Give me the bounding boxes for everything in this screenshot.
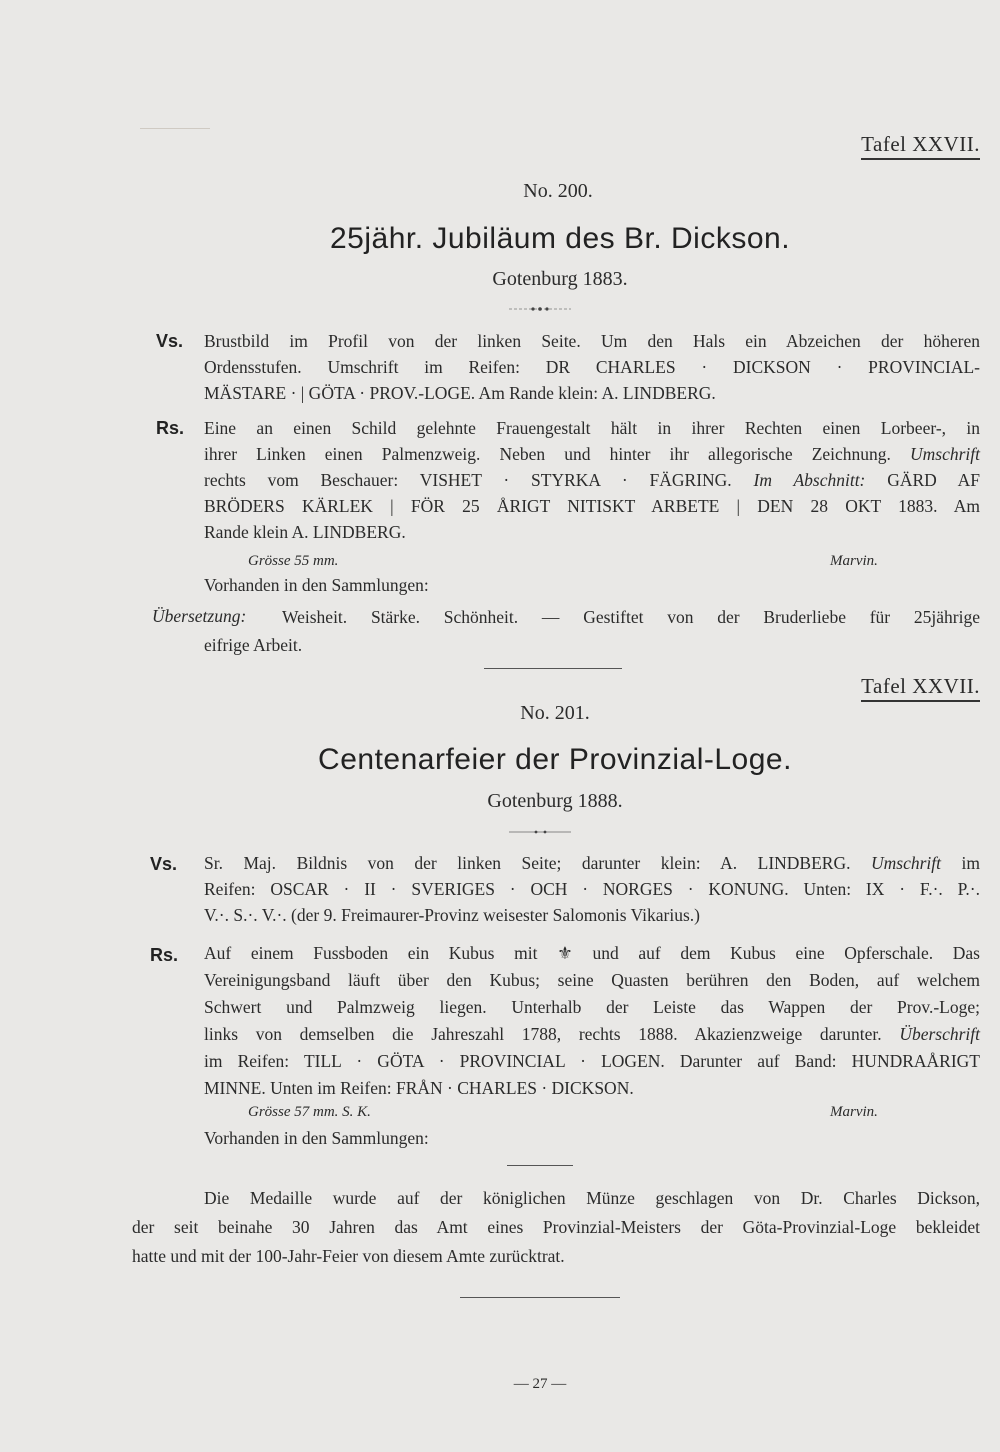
text-line: Die Medaille wurde auf der königlichen Münze geschlagen von Dr. Charles Dickson, <box>204 1188 980 1208</box>
text-line: Rande klein A. LINDBERG. <box>204 522 406 542</box>
umschrift-word: Umschrift <box>910 444 980 464</box>
medal-number-200: No. 200. <box>523 180 593 202</box>
text-fragment: Auf einem Fussboden ein Kubus mit <box>204 943 538 963</box>
abschnitt-word: Im Abschnitt: <box>753 470 866 490</box>
text-fragment: und auf dem Kubus eine Opferschale. Das <box>592 943 980 963</box>
text-line <box>204 1021 980 1048</box>
text-line: MINNE. Unten im Reifen: FRÅN · CHARLES · DICKSON. <box>204 1078 634 1098</box>
ueberschrift-word: Überschrift <box>899 1024 981 1044</box>
text-line <box>204 940 980 967</box>
text-line: Vereinigungsband läuft über den Kubus; seine Quasten berühren den Boden, auf welchem <box>204 970 980 990</box>
closing-divider <box>460 1297 620 1298</box>
section-divider <box>507 1165 573 1166</box>
text-line: Schwert und Palmzweig liegen. Unterhalb der Leiste das Wappen der Prov.-Loge; <box>204 997 980 1017</box>
text-line: Eine an einen Schild gelehnte Frauengestalt hält in ihrer Rechten einen Lorbeer-, in <box>204 418 980 438</box>
section-divider <box>484 668 622 669</box>
medal-title-201: Centenarfeier der Provinzial-Loge. <box>318 743 792 776</box>
reverse-label: Rs. <box>150 945 179 965</box>
collections-200: Vorhanden in den Sammlungen: <box>204 575 429 595</box>
page-number: — 27 — <box>513 1376 567 1392</box>
reverse-description <box>204 940 980 1102</box>
text-line: hatte und mit der 100-Jahr-Feier von diesem Amte zurücktrat. <box>132 1246 565 1266</box>
reverse-description <box>204 415 980 545</box>
text-fragment: im <box>961 853 980 873</box>
text-fragment: ihrer Linken einen Palmenzweig. Neben und hinter ihr allegorische Zeichnung. <box>204 444 891 464</box>
size-note-200: Grösse 55 mm. <box>248 553 339 569</box>
plate-label-top: Tafel XXVII. <box>861 132 980 160</box>
translation-label: Übersetzung: <box>152 606 247 626</box>
translation-text-cont: eifrige Arbeit. <box>204 635 303 655</box>
text-line <box>204 850 980 876</box>
umschrift-word: Umschrift <box>871 853 941 873</box>
bleed-through-mark <box>140 128 210 129</box>
size-note-201: Grösse 57 mm. S. K. <box>248 1104 371 1120</box>
text-fragment: links von demselben die Jahreszahl 1788, rechts 1888. Akazienzweige darunter. <box>204 1024 882 1044</box>
text-line: Weisheit. Stärke. Schönheit. — Gestiftet von der Bruderliebe für 25jährige <box>282 607 980 627</box>
text-fragment: GÄRD AF <box>887 470 980 490</box>
source-note-200: Marvin. <box>830 553 878 569</box>
reverse-label: Rs. <box>156 418 185 438</box>
text-line: der seit beinahe 30 Jahren das Amt eines Provinzial-Meisters der Göta-Provinzial-Loge bekleidet <box>132 1217 980 1237</box>
plate-label-mid: Tafel XXVII. <box>861 674 980 702</box>
text-line <box>204 467 980 493</box>
ornament-divider <box>507 827 573 837</box>
obverse-description <box>204 850 980 928</box>
closing-paragraph <box>132 1184 980 1271</box>
text-fragment: rechts vom Beschauer: VISHET · STYRKA · FÄGRING. <box>204 470 732 490</box>
text-line: BRÖDERS KÄRLEK | FÖR 25 ÅRIGT NITISKT ARBETE | DEN 28 OKT 1883. Am <box>204 496 980 516</box>
obverse-description <box>204 328 980 406</box>
text-line: Reifen: OSCAR · II · SVERIGES · OCH · NORGES · KONUNG. Unten: IX · F.·. P.·. <box>204 879 980 899</box>
medal-number-201: No. 201. <box>520 702 590 724</box>
text-line: Ordensstufen. Umschrift im Reifen: DR CHARLES · DICKSON · PROVINCIAL- <box>204 357 980 377</box>
text-line: MÄSTARE · | GÖTA · PROV.-LOGE. Am Rande klein: A. LINDBERG. <box>204 383 716 403</box>
medal-title-200: 25jähr. Jubiläum des Br. Dickson. <box>329 222 791 255</box>
obverse-label: Vs. <box>150 854 178 874</box>
translation-text <box>282 604 980 630</box>
source-note-201: Marvin. <box>830 1104 878 1120</box>
text-line: im Reifen: TILL · GÖTA · PROVINCIAL · LOGEN. Darunter auf Band: HUNDRAÅRIGT <box>204 1051 980 1071</box>
text-line <box>204 441 980 467</box>
ornament-divider <box>507 304 573 314</box>
medal-place-201: Gotenburg 1888. <box>487 790 623 812</box>
collections-201: Vorhanden in den Sammlungen: <box>204 1128 429 1148</box>
compass-symbol-icon: ⚜ <box>557 943 573 963</box>
text-fragment: Sr. Maj. Bildnis von der linken Seite; darunter klein: A. LINDBERG. <box>204 853 851 873</box>
text-line: V.·. S.·. V.·. (der 9. Freimaurer-Provinz weisester Salomonis Vikarius.) <box>204 905 700 925</box>
obverse-label: Vs. <box>156 331 184 351</box>
medal-place-200: Gotenburg 1883. <box>492 268 628 290</box>
text-line: Brustbild im Profil von der linken Seite. Um den Hals ein Abzeichen der höheren <box>204 331 980 351</box>
